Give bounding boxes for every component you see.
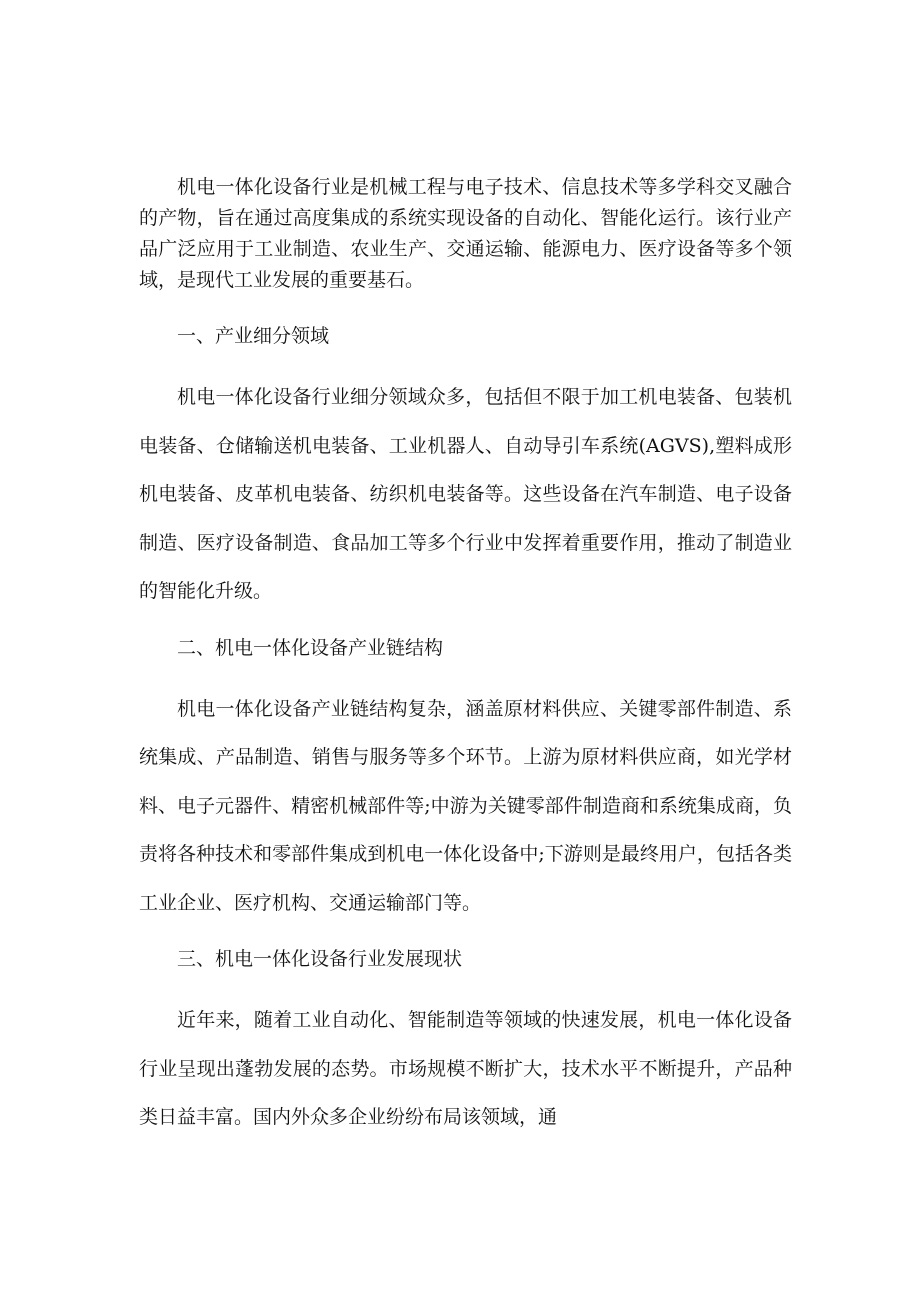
- section-2-paragraph: 机电一体化设备产业链结构复杂，涵盖原材料供应、关键零部件制造、系统集成、产品制造、销售与服务等多个环节。上游为原材料供应商，如光学材料、电子元器件、精密机械部件等;中游为关键零部件制造商和系统集成商，负责将各种技术和零部件集成到机电一体化设备中;下游则是最终用户，包括各类工业企业、医疗机构、交通运输部门等。: [139, 697, 792, 914]
- section-1-paragraph: 机电一体化设备行业细分领域众多，包括但不限于加工机电装备、包装机电装备、仓储输送机电装备、工业机器人、自动导引车系统(AGVS),塑料成形机电装备、皮革机电装备、纺织机电装备等。这些设备在汽车制造、电子设备制造、医疗设备制造、食品加工等多个行业中发挥着重要作用，推动了制造业的智能化升级。: [139, 386, 792, 602]
- section-2-heading: 二、机电一体化设备产业链结构: [177, 636, 444, 659]
- section-3-paragraph: 近年来，随着工业自动化、智能制造等领域的快速发展，机电一体化设备行业呈现出蓬勃发展的态势。市场规模不断扩大，技术水平不断提升，产品种类日益丰富。国内外众多企业纷纷布局该领域，通: [139, 1009, 792, 1128]
- document-content: [139, 172, 792, 1142]
- section-3-heading: 三、机电一体化设备行业发展现状: [177, 948, 463, 970]
- intro-paragraph: 机电一体化设备行业是机械工程与电子技术、信息技术等多学科交叉融合的产物，旨在通过高度集成的系统实现设备的自动化、智能化运行。该行业产品广泛应用于工业制造、农业生产、交通运输、能源电力、医疗设备等多个领域，是现代工业发展的重要基石。: [139, 176, 792, 291]
- section-1-heading: 一、产业细分领域: [177, 325, 330, 347]
